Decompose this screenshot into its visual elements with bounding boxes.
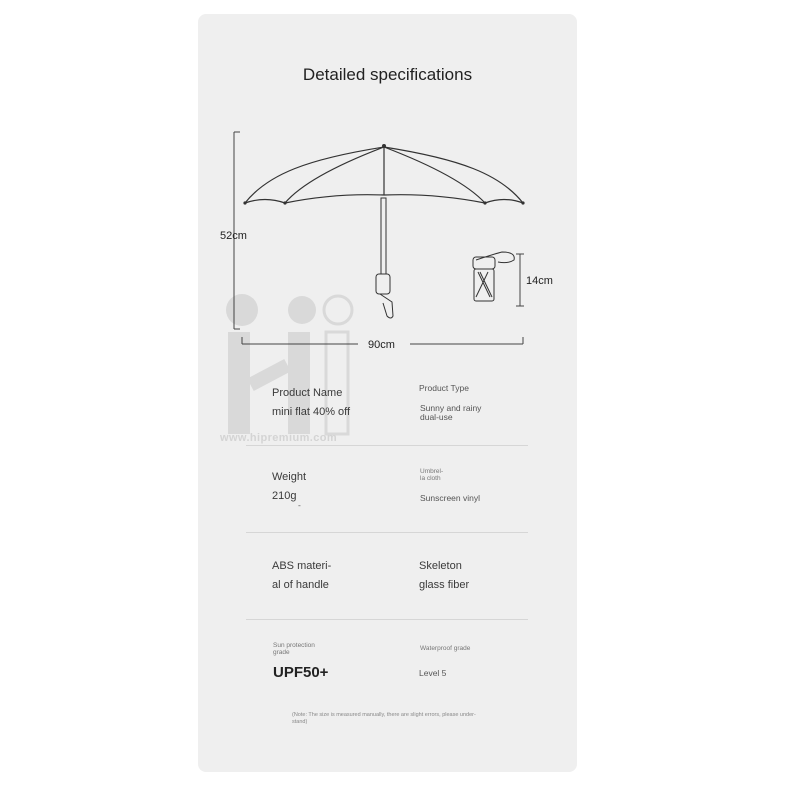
folded-height-label: 14cm	[526, 275, 553, 287]
weight-label: Weight	[272, 471, 307, 483]
product-name-label: Product Name	[272, 387, 343, 399]
product-type-label: Product Type	[419, 383, 469, 393]
handle-material-line2: al of handle	[272, 579, 329, 591]
folded-umbrella	[473, 252, 514, 301]
weight-value: 210g	[272, 490, 297, 502]
page-title: Detailed specifications	[302, 65, 473, 84]
folded-dimension-line	[516, 254, 524, 306]
cloth-value: Sunscreen vinyl	[420, 493, 481, 503]
sun-protection-value: UPF50+	[273, 664, 329, 681]
cloth-label-line1: Umbrel-	[420, 468, 444, 475]
skeleton-line1: Skeleton	[419, 560, 462, 572]
product-type-value-line1: Sunny and rainy	[420, 403, 482, 413]
measurement-note: (Note: The size is measured manually, there are slight errors, please under-stand)	[292, 712, 476, 725]
divider	[246, 532, 528, 533]
waterproof-value: Level 5	[419, 668, 447, 678]
sun-protection-label-line1: Sun protection	[273, 642, 315, 649]
product-type-value-line2: dual-use	[420, 412, 453, 422]
skeleton-line2: glass fiber	[419, 579, 470, 591]
cloth-label-line2: la cloth	[420, 475, 441, 482]
sun-protection-label-line2: grade	[273, 649, 290, 656]
weight-mark: -	[298, 500, 301, 510]
spec-card	[198, 14, 577, 772]
umbrella-shaft	[376, 198, 393, 318]
waterproof-label: Waterproof grade	[420, 645, 471, 652]
umbrella-diagram	[198, 14, 577, 374]
height-label: 52cm	[220, 230, 247, 242]
divider	[246, 445, 528, 446]
umbrella-canopy	[245, 147, 523, 203]
width-label: 90cm	[368, 339, 395, 351]
product-name-value: mini flat 40% off	[272, 406, 351, 418]
handle-material-line1: ABS materi-	[272, 560, 332, 572]
divider	[246, 619, 528, 620]
watermark-url: www.hipremium.com	[220, 432, 338, 444]
